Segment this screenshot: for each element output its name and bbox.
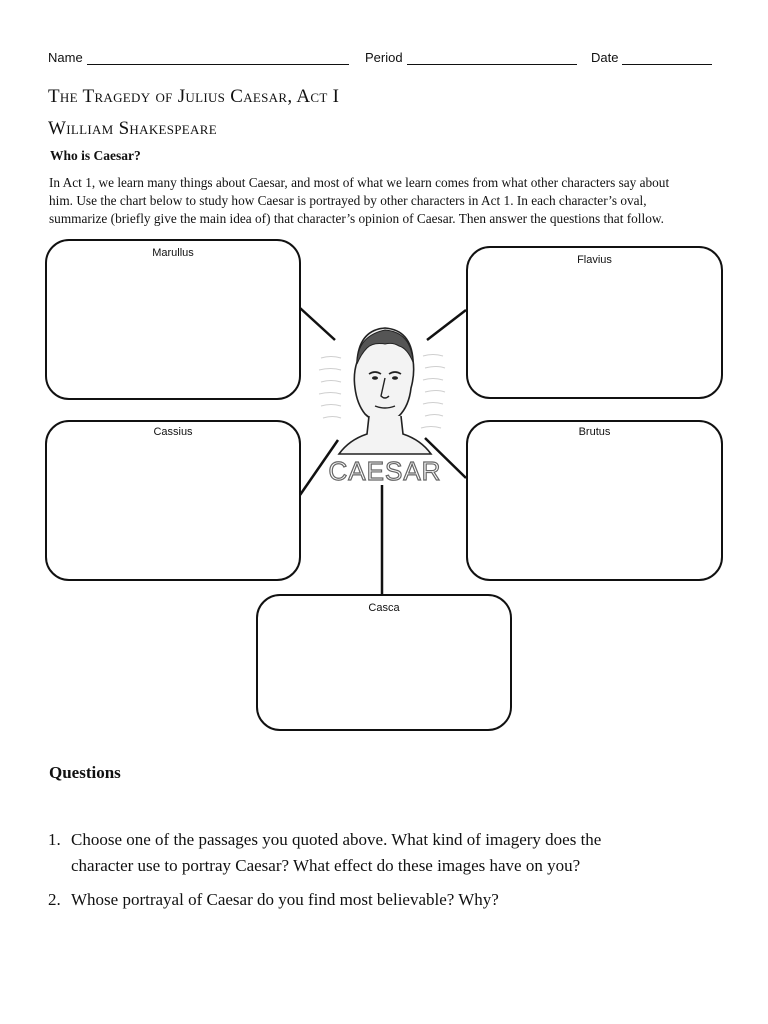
question-text-line: Whose portrayal of Caesar do you find most believable? Why? — [71, 890, 499, 909]
caesar-caption: CAESAR — [328, 456, 442, 486]
date-label: Date — [591, 50, 619, 65]
question-number: 2. — [48, 890, 61, 909]
question-text-line: character use to portray Caesar? What effect do these images have on you? — [71, 856, 581, 875]
section-heading: Who is Caesar? — [50, 148, 141, 163]
question-number: 1. — [48, 830, 61, 849]
question-text-line: Choose one of the passages you quoted above. What kind of imagery does the — [71, 830, 602, 849]
marullus-label: Marullus — [152, 247, 194, 259]
flavius-label: Flavius — [577, 254, 612, 266]
brutus-label: Brutus — [578, 426, 611, 438]
marullus-box[interactable] — [45, 239, 301, 400]
period-label: Period — [365, 50, 403, 65]
casca-box[interactable] — [256, 594, 512, 731]
casca-label: Casca — [368, 602, 400, 614]
instructions-line: In Act 1, we learn many things about Caesar, and most of what we learn comes from what other characters say about — [49, 175, 670, 190]
cassius-box[interactable] — [45, 420, 301, 581]
author-name: William Shakespeare — [48, 118, 217, 139]
flavius-box[interactable] — [466, 246, 723, 399]
instructions-line: him. Use the chart below to study how Caesar is portrayed by other characters in Act 1. In each character’s oval, — [49, 193, 647, 208]
page-title: The Tragedy of Julius Caesar, Act I — [48, 86, 340, 107]
questions-heading: Questions — [49, 763, 121, 782]
caesar-bust-icon — [313, 318, 453, 498]
name-label: Name — [48, 50, 83, 65]
cassius-label: Cassius — [153, 426, 193, 438]
caesar-portrait — [313, 318, 453, 498]
instructions-line: summarize (briefly give the main idea of) that character’s opinion of Caesar. Then answer the questions that follow. — [49, 211, 664, 226]
brutus-box[interactable] — [466, 420, 723, 581]
